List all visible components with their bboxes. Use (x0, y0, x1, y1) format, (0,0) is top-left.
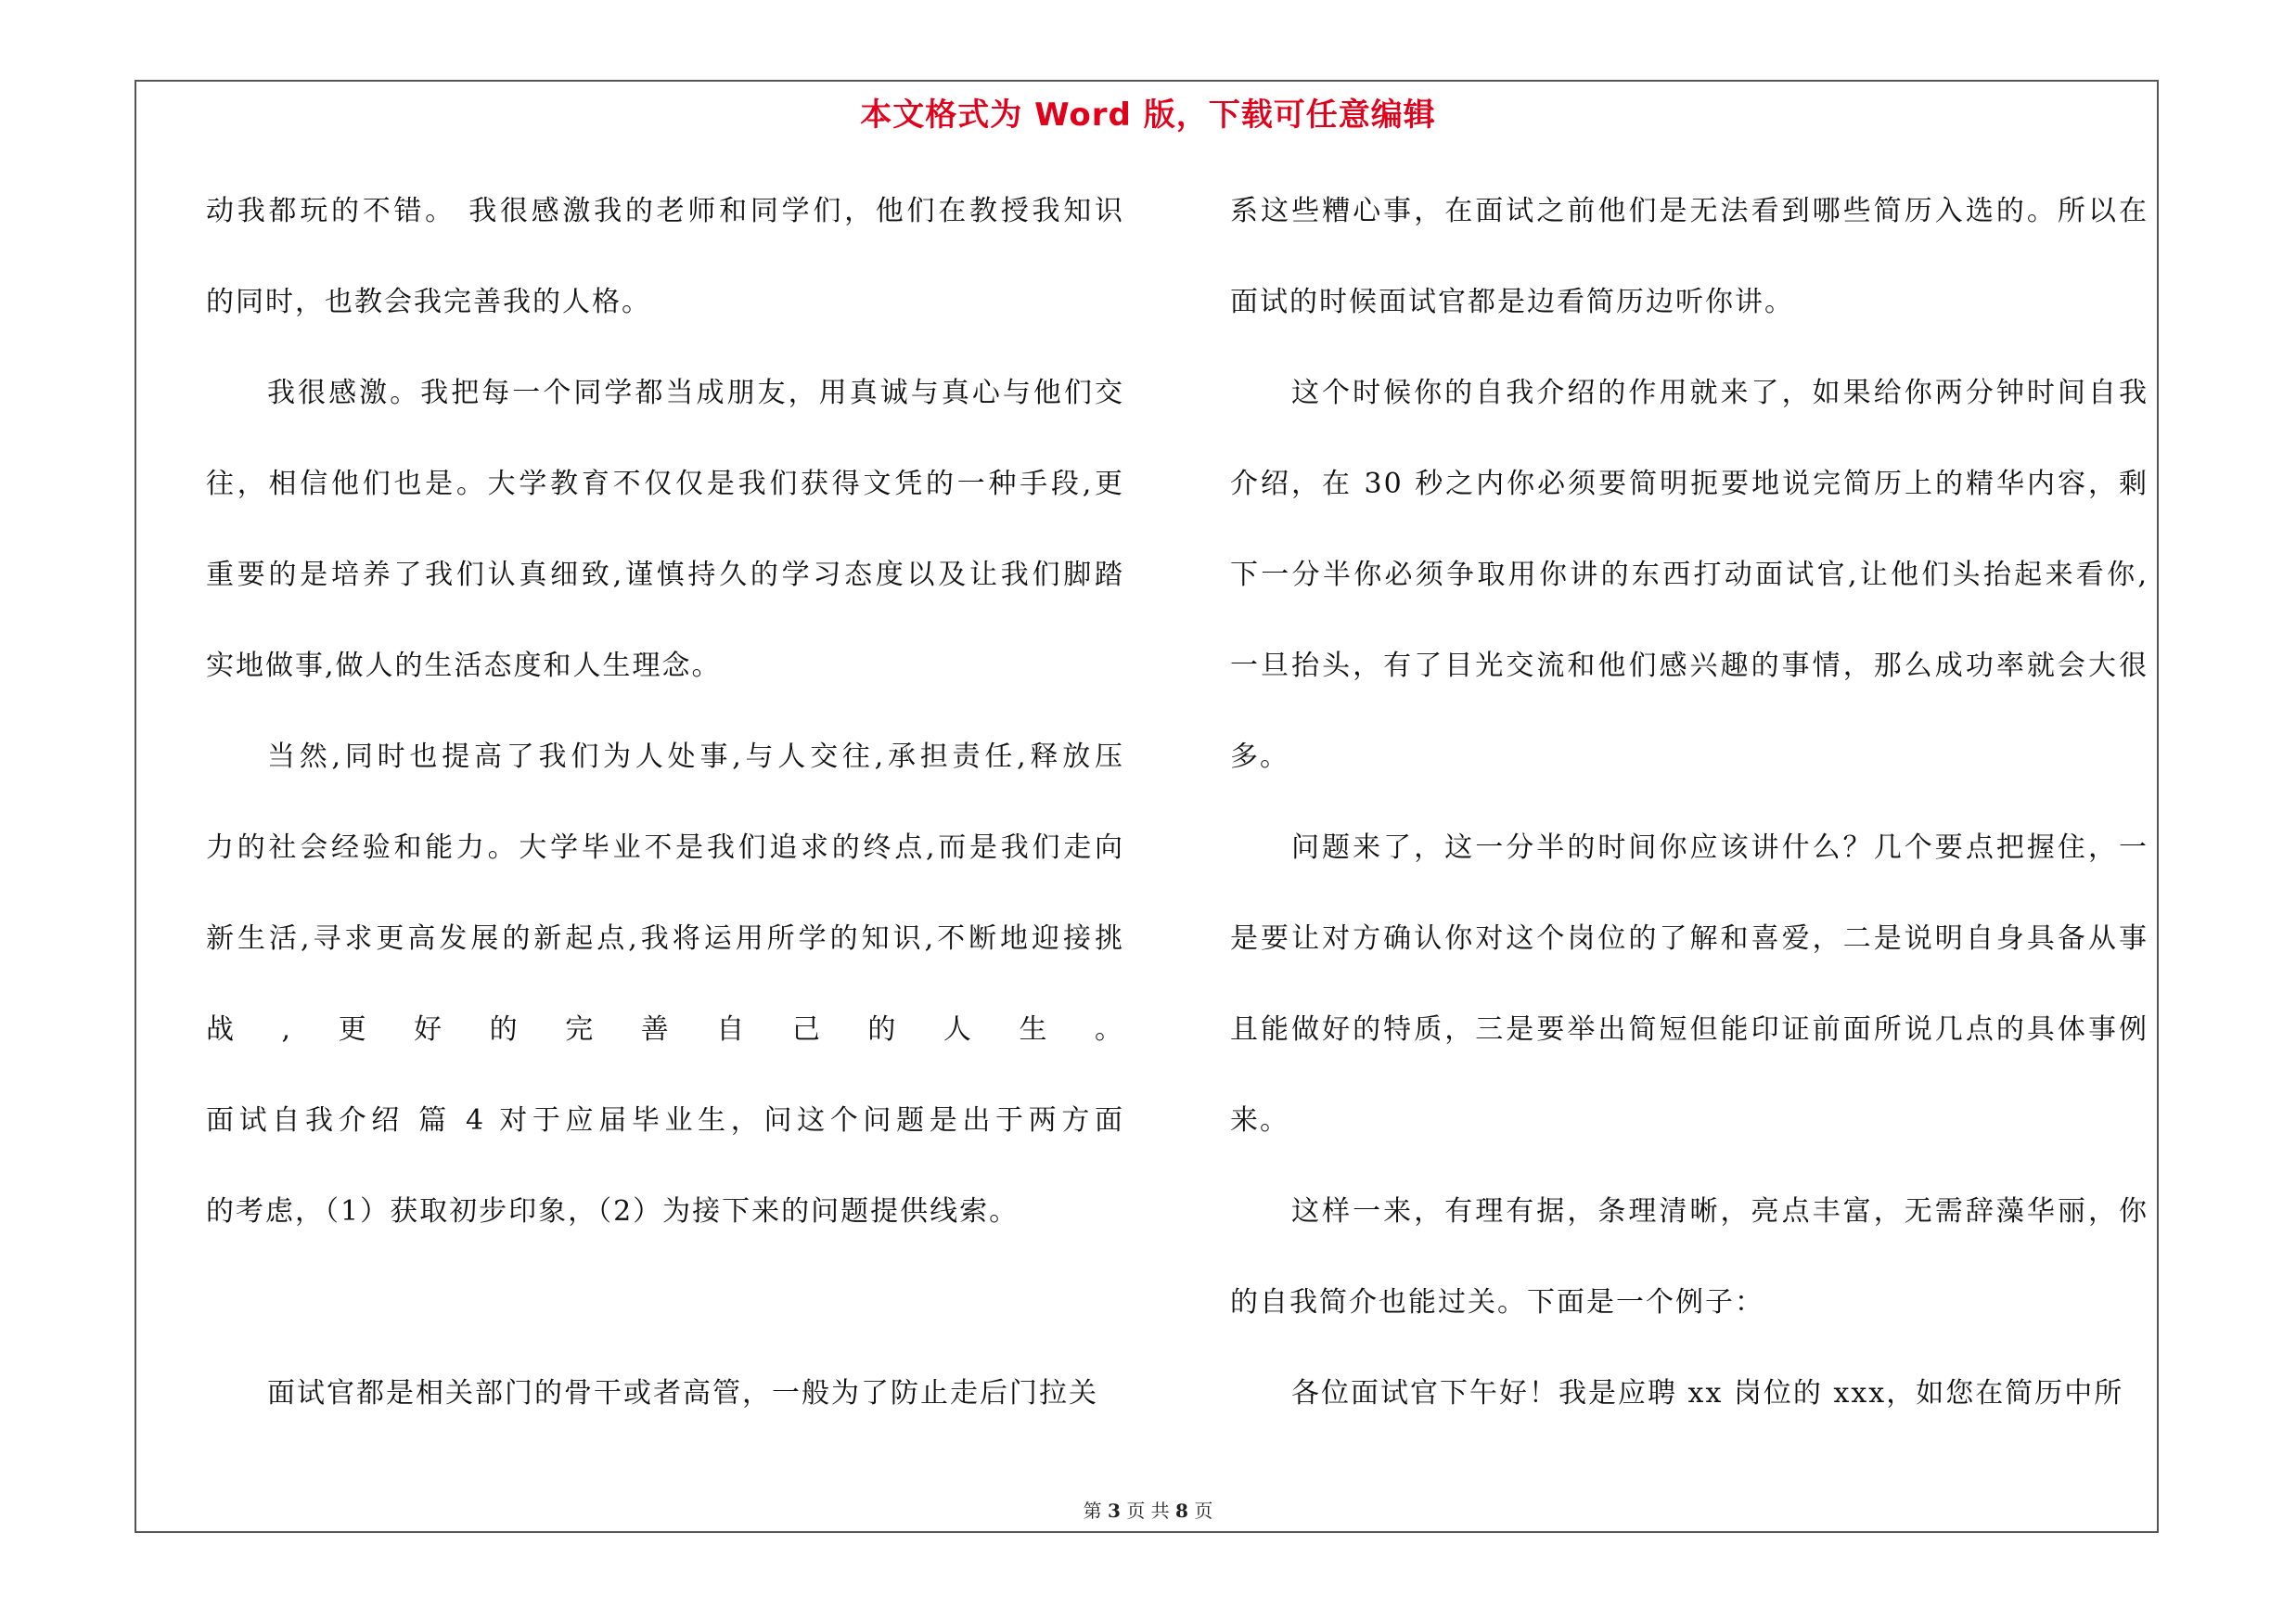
text-line: 多。 (1230, 741, 1289, 773)
text-line: 下一分半你必须争取用你讲的东西打动面试官,让他们头抬起来看你, (1230, 559, 2148, 591)
text-line: 介绍，在 30 秒之内你必须要简明扼要地说完简历上的精华内容，剩 (1230, 468, 2148, 500)
footer-prefix: 第 (1083, 1500, 1102, 1522)
text-line: 面试的时候面试官都是边看简历边听你讲。 (1230, 286, 1794, 318)
text-line: 面试官都是相关部门的骨干或者高管，一般为了防止走后门拉关 (267, 1377, 1098, 1410)
text-line: 动我都玩的不错。 我很感激我的老师和同学们，他们在教授我知识 (206, 195, 1124, 227)
text-line: 这样一来，有理有据，条理清晰，亮点丰富，无需辞藻华丽，你 (1291, 1195, 2148, 1228)
text-line: 是要让对方确认你对这个岗位的了解和喜爱，二是说明自身具备从事 (1230, 922, 2148, 955)
text-line: 的同时，也教会我完善我的人格。 (206, 286, 651, 318)
footer-suffix: 页 (1194, 1500, 1213, 1522)
page-footer (0, 1496, 2296, 1523)
footer-total-pages: 8 (1175, 1500, 1188, 1522)
text-line: 这个时候你的自我介绍的作用就来了，如果给你两分钟时间自我 (1291, 377, 2148, 409)
format-banner: 本文格式为 Word 版，下载可任意编辑 (860, 97, 1436, 134)
footer-middle: 页 共 (1126, 1500, 1170, 1522)
text-line: 实地做事,做人的生活态度和人生理念。 (206, 650, 722, 682)
text-line: 各位面试官下午好！我是应聘 xx 岗位的 xxx，如您在简历中所 (1291, 1377, 2124, 1410)
footer-page-number: 3 (1108, 1500, 1121, 1522)
left-text-column (206, 181, 1124, 1454)
right-text-column (1230, 181, 2148, 1454)
text-line: 战,更好的完善自己的人生。 (206, 1013, 1124, 1046)
text-line: 力的社会经验和能力。大学毕业不是我们追求的终点,而是我们走向 (206, 831, 1124, 864)
text-line: 往，相信他们也是。大学教育不仅仅是我们获得文凭的一种手段,更 (206, 468, 1124, 500)
text-line: 新生活,寻求更高发展的新起点,我将运用所学的知识,不断地迎接挑 (206, 922, 1124, 955)
text-line: 问题来了，这一分半的时间你应该讲什么？几个要点把握住，一 (1291, 831, 2148, 864)
text-line: 重要的是培养了我们认真细致,谨慎持久的学习态度以及让我们脚踏 (206, 559, 1124, 591)
text-line (206, 1272, 1124, 1363)
text-line: 的考虑，（1）获取初步印象，（2）为接下来的问题提供线索。 (206, 1195, 1020, 1228)
text-line: 当然,同时也提高了我们为人处事,与人交往,承担责任,释放压 (267, 741, 1124, 773)
text-line: 的自我简介也能过关。下面是一个例子： (1230, 1286, 1764, 1319)
text-line: 且能做好的特质，三是要举出简短但能印证前面所说几点的具体事例 (1230, 1013, 2148, 1046)
text-line: 来。 (1230, 1104, 1289, 1137)
text-line: 一旦抬头，有了目光交流和他们感兴趣的事情，那么成功率就会大很 (1230, 650, 2148, 682)
text-line: 面试自我介绍 篇 4 对于应届毕业生，问这个问题是出于两方面 (206, 1104, 1124, 1137)
text-line: 我很感激。我把每一个同学都当成朋友，用真诚与真心与他们交 (267, 377, 1124, 409)
text-line: 系这些糟心事，在面试之前他们是无法看到哪些简历入选的。所以在 (1230, 195, 2148, 227)
